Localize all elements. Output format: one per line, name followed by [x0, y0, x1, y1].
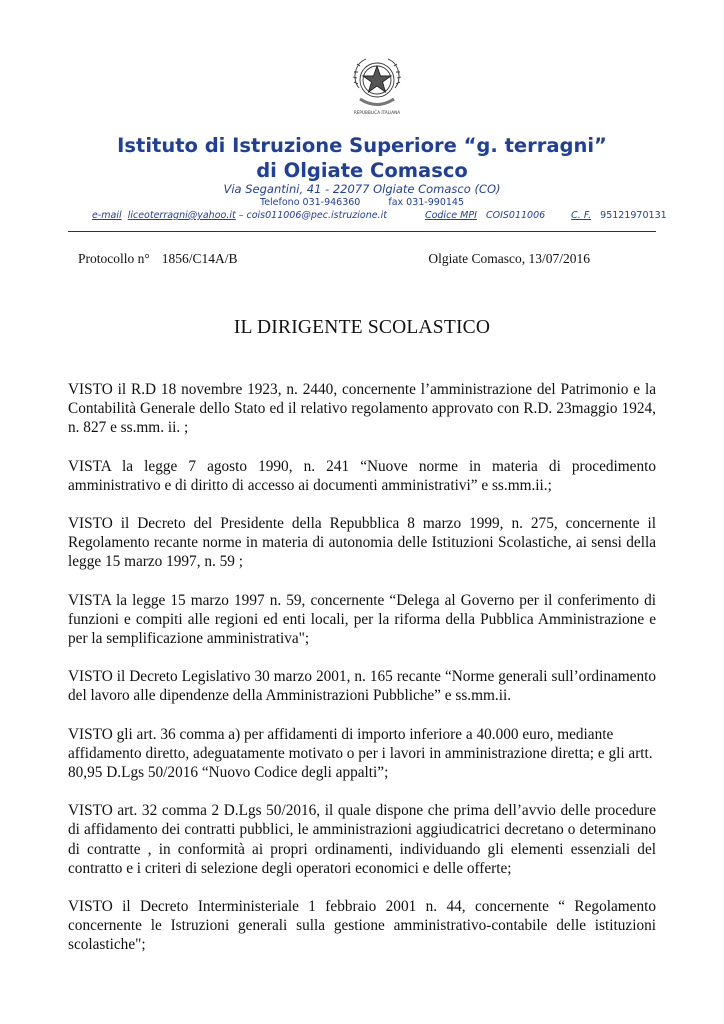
email-link[interactable]: liceoterragni@yahoo.it — [127, 210, 236, 221]
document-body — [68, 380, 656, 974]
paragraph-art-32: VISTO art. 32 comma 2 D.Lgs 50/2016, il quale dispone che prima dell’avvio delle procedure di affidamento dei contratti pubblici, le amministrazioni aggiudicatrici decretano o determinano di contratte , in conformità ai propri ordinamenti, individuando gli elementi essenziali del contratto e i criteri di selezione degli operatori economici e delle offerte; — [68, 802, 656, 877]
pec-address: – cois011006@pec.istruzione.it — [235, 210, 387, 221]
paragraph-di-44-2001: VISTO il Decreto Interministeriale 1 febbraio 2001 n. 44, concernente “ Regolamento concernente le Istruzioni generali sulla gestione amministrativo-contabile delle istituzioni scolastiche"; — [68, 898, 656, 954]
phone-number: Telefono 031-946360 — [260, 197, 361, 208]
mpi-code: COIS011006 — [485, 210, 546, 221]
paragraph-legge-241-1990: VISTA la legge 7 agosto 1990, n. 241 “Nuove norme in materia di procedimento amministrativo e di diritto di accesso ai documenti amministrativi” e ss.mm.ii.; — [68, 457, 656, 494]
paragraph-rd-1923: VISTO il R.D 18 novembre 1923, n. 2440, concernente l’amministrazione del Patrimonio e la Contabilità Generale dello Stato ed il relativo regolamento approvato con R.D. 23maggio 1924, n. 827 e ss.mm. ii. ; — [68, 381, 656, 437]
header-divider — [68, 231, 656, 232]
place-date: Olgiate Comasco, 13/07/2016 — [428, 251, 590, 266]
protocol-value: 1856/C14A/B — [161, 251, 238, 266]
paragraph-dpr-275-1999: VISTO il Decreto del Presidente della Repubblica 8 marzo 1999, n. 275, concernente il Regolamento recante norme in materia di autonomia delle Istituzioni Scolastiche, ai sensi della legge 15 marzo 1997, n. 59 ; — [68, 515, 656, 571]
school-address: Via Segantini, 41 - 22077 Olgiate Comasco (CO) — [223, 182, 501, 196]
italian-republic-emblem-icon — [346, 50, 408, 118]
cf-label: C. F. — [571, 210, 592, 221]
phone-fax-line — [0, 197, 724, 208]
school-location: di Olgiate Comasco — [256, 159, 468, 182]
document-heading: IL DIRIGENTE SCOLASTICO — [233, 317, 491, 338]
protocol-number — [78, 251, 238, 267]
paragraph-art-36: VISTO gli art. 36 comma a) per affidamenti di importo inferiore a 40.000 euro, mediante affidamento diretto, adeguatamente motivato o per i lavori in amministrazione diretta; e gli artt. 80,95 D.Lgs 50/2016 “Nuovo Codice degli appalti”; — [68, 725, 653, 782]
email-label: e-mail — [92, 210, 122, 221]
protocol-label: Protocollo n° — [78, 251, 150, 266]
contacts-line — [92, 210, 672, 221]
paragraph-dlgs-165-2001: VISTO il Decreto Legislativo 30 marzo 2001, n. 165 recante “Norme generali sull’ordinamento del lavoro alle dipendenze della Amministrazioni Pubbliche” e ss.mm.ii. — [68, 668, 656, 705]
fax-number: fax 031-990145 — [388, 197, 464, 208]
school-name: Istituto di Istruzione Superiore “g. terragni” — [117, 134, 607, 157]
mpi-label: Codice MPI — [424, 210, 477, 221]
cf-code: 95121970131 — [600, 210, 667, 221]
paragraph-legge-59-1997: VISTA la legge 15 marzo 1997 n. 59, concernente “Delega al Governo per il conferimento di funzioni e compiti alle regioni ed enti locali, per la riforma della Pubblica Amministrazione e per la semplificazione amministrativa"; — [68, 591, 656, 648]
emblem-text: REPUBBLICA ITALIANA — [353, 110, 401, 115]
